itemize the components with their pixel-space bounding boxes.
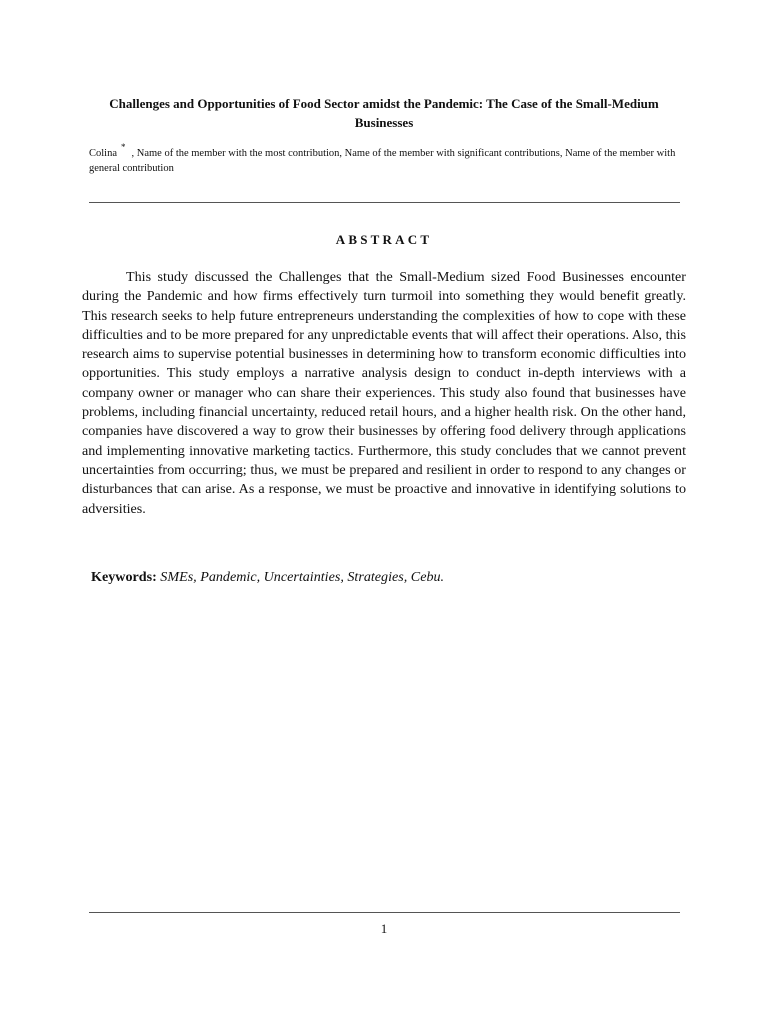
other-authors: , Name of the member with the most contribution, Name of the member with significant contributions, Name of the member with general contribution — [89, 148, 676, 174]
keywords-label: Keywords: — [91, 569, 157, 585]
paper-title: Challenges and Opportunities of Food Sector amidst the Pandemic: The Case of the Small-Medium Businesses — [109, 96, 659, 130]
abstract-heading: ABSTRACT — [335, 232, 433, 247]
footer-divider — [89, 912, 680, 913]
keywords-list: SMEs, Pandemic, Uncertainties, Strategies, Cebu. — [160, 569, 445, 585]
corresponding-author-marker: * — [121, 142, 126, 152]
first-author: Colina — [89, 148, 117, 159]
author-line — [89, 142, 679, 176]
page-number: 1 — [380, 921, 388, 936]
header-divider — [89, 202, 680, 203]
keywords-line — [91, 568, 681, 587]
abstract-body: This study discussed the Challenges that the Small-Medium sized Food Businesses encounter during the Pandemic and how firms effectively turn turmoil into something they would benefit greatly. This research seeks to help future entrepreneurs understanding the complexities of how to cope with these difficulties and to be more prepared for any unpredictable events that will affect their operations. Also, this research aims to supervise potential businesses in determining how to transform economic difficulties into opportunities. This study employs a narrative analysis design to conduct in-depth interviews with a company owner or manager who can share their experiences. This study also found that businesses have problems, including financial uncertainty, reduced retail hours, and a higher health risk. On the other hand, companies have discovered a way to grow their businesses by offering food delivery through applications and implementing innovative marketing tactics. Furthermore, this study concludes that we cannot prevent uncertainties from occurring; thus, we must be prepared and resilient in order to respond to any changes or disturbances that can arise. As a response, we must be proactive and innovative in identifying solutions to adversities. — [82, 269, 686, 517]
